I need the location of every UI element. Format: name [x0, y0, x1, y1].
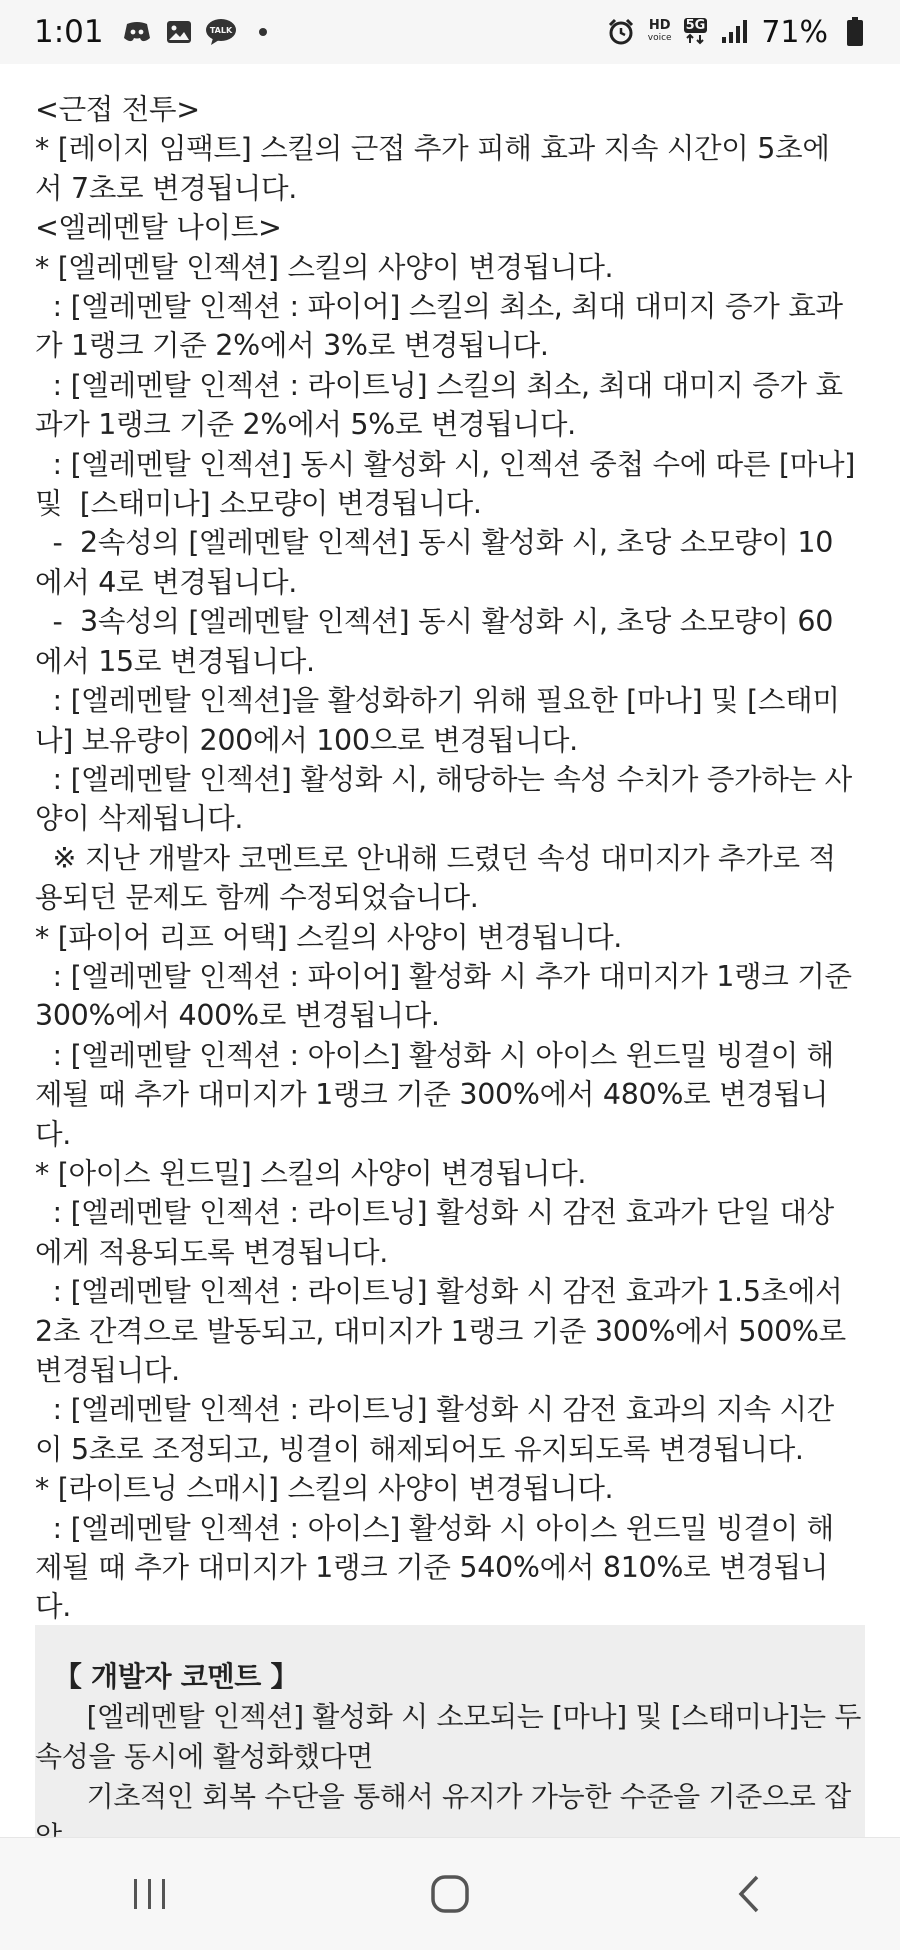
alarm-icon: [606, 17, 636, 47]
patch-line: : [엘레멘탈 인젝션 : 라이트닝] 활성화 시 감전 효과가 단일 대상 에게 적용되도록 변경됩니다.: [35, 1196, 834, 1269]
developer-comment-text: [엘레멘탈 인젝션] 활성화 시 소모되는 [마나] 및 [스태미나]는 두 속성을 동시에 활성화했다면: [35, 1700, 862, 1773]
gallery-icon: [164, 17, 194, 47]
dot-icon: [248, 17, 278, 47]
patch-line: - 3속성의 [엘레멘탈 인젝션] 동시 활성화 시, 초당 소모량이 60 에서 15로 변경됩니다.: [35, 605, 834, 678]
section-heading: <엘레멘탈 나이트>: [35, 211, 282, 245]
patch-line: : [엘레멘탈 인젝션] 활성화 시, 해당하는 속성 수치가 증가하는 사 양이 삭제됩니다.: [35, 762, 852, 836]
patch-line: * [라이트닝 스매시] 스킬의 사양이 변경됩니다.: [35, 1472, 614, 1506]
patch-line: : [엘레멘탈 인젝션 : 라이트닝] 스킬의 최소, 최대 대미지 증가 효 과가 1랭크 기준 2%에서 5%로 변경됩니다.: [35, 368, 843, 442]
home-icon: [430, 1874, 470, 1914]
home-button[interactable]: [410, 1854, 490, 1934]
developer-comment-box: [35, 1625, 865, 1840]
patch-line: * [레이지 임팩트] 스킬의 근접 추가 피해 효과 지속 시간이 5초에 서 7초로 변경됩니다.: [35, 132, 830, 205]
developer-comment-title: 【 개발자 코멘트 】: [35, 1660, 299, 1693]
patch-line: : [엘레멘탈 인젝션] 동시 활성화 시, 인젝션 중첩 수에 따른 [마나] 및 [스태미나] 소모량이 변경됩니다.: [35, 447, 856, 521]
battery-icon: [840, 17, 870, 47]
patch-note: ※ 지난 개발자 코멘트로 안내해 드렸던 속성 대미지가 추가로 적 용되던 문제도 함께 수정되었습니다.: [35, 841, 836, 915]
patch-line: * [엘레멘탈 인젝션] 스킬의 사양이 변경됩니다.: [35, 250, 614, 284]
developer-comment-text: 기초적인 회복 수단을 통해서 유지가 가능한 수준을 기준으로 잡: [86, 1780, 851, 1813]
section-heading: <근접 전투>: [35, 93, 200, 126]
hd-voice-indicator: HD voice: [647, 18, 672, 43]
signal-icon: [719, 17, 749, 47]
patch-notes-content: [35, 90, 865, 1627]
patch-line: - 2속성의 [엘레멘탈 인젝션] 동시 활성화 시, 초당 소모량이 10 에서 4로 변경됩니다.: [35, 526, 834, 599]
discord-icon: [122, 17, 152, 47]
back-button[interactable]: [710, 1854, 790, 1934]
navigation-bar: [0, 1837, 900, 1950]
patch-line: : [엘레멘탈 인젝션 : 라이트닝] 활성화 시 감전 효과의 지속 시간 이 5초로 조정되고, 빙결이 해제되어도 유지되도록 변경됩니다.: [35, 1393, 834, 1466]
recents-button[interactable]: [110, 1854, 190, 1934]
patch-line: * [아이스 윈드밀] 스킬의 사양이 변경됩니다.: [35, 1156, 587, 1190]
recents-icon: [130, 1876, 170, 1912]
svg-text:TALK: TALK: [209, 26, 232, 35]
patch-line: : [엘레멘탈 인젝션 : 라이트닝] 활성화 시 감전 효과가 1.5초에서 2초 간격으로 발동되고, 대미지가 1랭크 기준 300%에서 500%로 변경됩니다.: [35, 1275, 846, 1387]
patch-line: : [엘레멘탈 인젝션]을 활성화하기 위해 필요한 [마나] 및 [스태미 나] 보유량이 200에서 100으로 변경됩니다.: [35, 684, 840, 757]
patch-line: : [엘레멘탈 인젝션 : 아이스] 활성화 시 아이스 윈드밀 빙결이 해 제될 때 추가 대미지가 1랭크 기준 540%에서 810%로 변경됩니 다.: [35, 1511, 834, 1624]
clock: 1:01: [34, 14, 104, 50]
status-bar: [0, 0, 900, 64]
patch-line: : [엘레멘탈 인젝션 : 파이어] 스킬의 최소, 최대 대미지 증가 효과 가 1랭크 기준 2%에서 3%로 변경됩니다.: [35, 290, 843, 363]
patch-line: : [엘레멘탈 인젝션 : 파이어] 활성화 시 추가 대미지가 1랭크 기준 300%에서 400%로 변경됩니다.: [35, 959, 852, 1033]
network-indicator: 5G: [684, 20, 708, 44]
battery-percent: 71%: [761, 14, 828, 50]
back-icon: [735, 1874, 765, 1914]
patch-line: : [엘레멘탈 인젝션 : 아이스] 활성화 시 아이스 윈드밀 빙결이 해 제될 때 추가 대미지가 1랭크 기준 300%에서 480%로 변경됩니 다.: [35, 1038, 834, 1151]
talk-icon: [206, 17, 236, 47]
patch-line: * [파이어 리프 어택] 스킬의 사양이 변경됩니다.: [35, 920, 623, 954]
